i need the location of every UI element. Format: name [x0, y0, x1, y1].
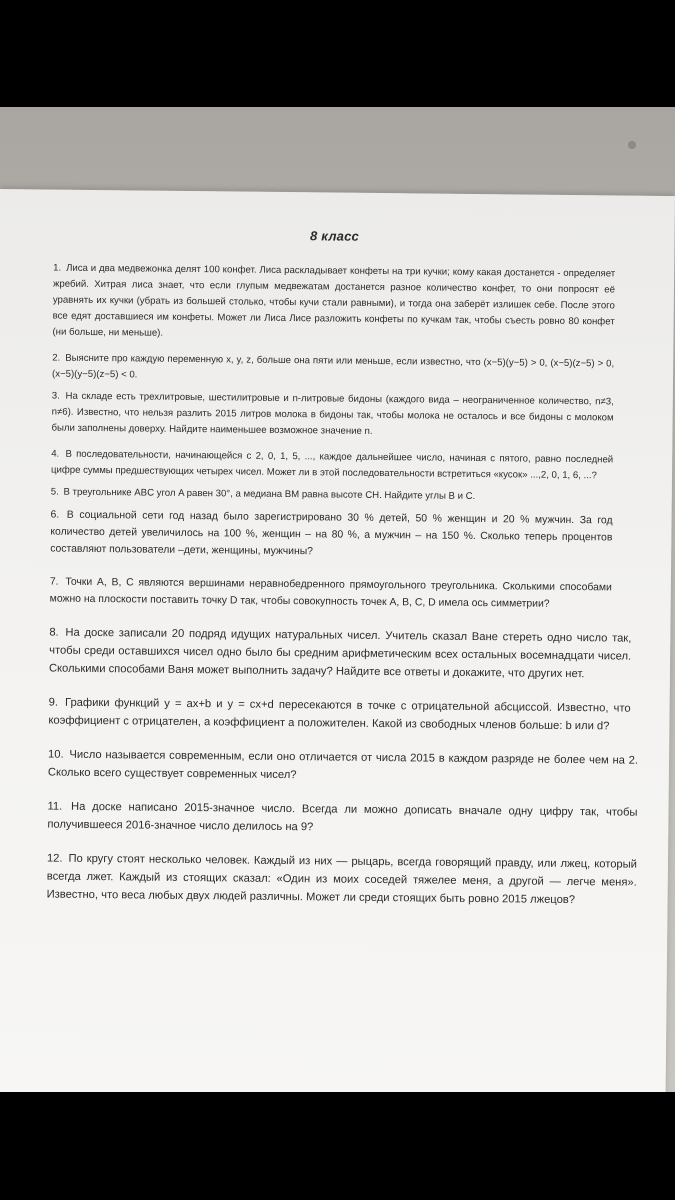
wall-hole: [628, 141, 636, 149]
problem-4: [51, 447, 613, 485]
problem-text: На доске записали 20 подряд идущих натуральных чисел. Учитель сказал Ване стереть одно число так, чтобы среди оставшихся чисел одно было бы средним арифметическим всех остальных восемнадцати чисел. Сколькими способами Ваня может выполнить задачу? Найдите все ответы и докажите, что других нет.: [48, 626, 632, 681]
problem-text: В последовательности, начинающейся с 2, 0, 1, 5, ..., каждое дальнейшее число, начиная с пятого, равно последней цифре суммы предшествующих четырех чисел. Может ли в этой последовательности встретиться «кусок» ...,2, 0, 1, 6, ...?: [51, 448, 614, 482]
problem-text: На складе есть трехлитровые, шестилитровые и n-литровые бидоны (каждого вида – неограниченное количество, n≠3, n≠6). Известно, что нельзя разлить 2015 литров молока в бидоны так, чтобы молока не осталось и все бидоны с молоком были заполнены доверху. Найдите наименьшее возможное значение n.: [51, 390, 614, 437]
problem-number: 8.: [49, 626, 59, 639]
problem-text: На доске написано 2015-значное число. Всегда ли можно дописать вначале одну цифру так, чтобы получившееся 2016-значное число делилось на 9?: [47, 800, 638, 834]
problem-number: 6.: [50, 509, 60, 521]
problem-number: 2.: [52, 352, 61, 364]
problem-text: Выясните про каждую переменную x, y, z, больше она пяти или меньше, если известно, что (x−5)(y−5) > 0, (x−5)(z−5) > 0, (x−5)(y−5)(z−5) < 0.: [52, 352, 615, 381]
problem-number: 3.: [51, 390, 60, 402]
problem-9: [48, 694, 630, 736]
document-body: [46, 226, 639, 920]
problem-text: Число называется современным, если оно отличается от числа 2015 в каждом разряде не более чем на 2. Сколько всего существует современных чисел?: [47, 748, 639, 782]
problem-2: [52, 351, 614, 389]
problem-text: Точки A, B, C являются вершинами неравнобедренного прямоугольного треугольника. Сколькими способами можно на плоскости поставить точку D так, чтобы совокупность точек A, B, C, D имела ось симметрии?: [49, 576, 612, 610]
problem-1: [52, 261, 615, 347]
problem-number: 10.: [48, 748, 64, 761]
problem-number: 12.: [46, 852, 63, 865]
paper-sheet: [0, 189, 675, 1092]
problem-text: Графики функций y = ax+b и y = cx+d пересекаются в точке с отрицательной абсциссой. Известно, что коэффициент c отрицателен, а коэффициент a положителен. Какой из свободных членов больше: b или d?: [48, 696, 631, 733]
problem-number: 11.: [47, 800, 63, 813]
problem-6: [50, 507, 613, 564]
problem-text: В треугольнике ABC угол A равен 30°, а медиана BM равна высоте CH. Найдите углы B и C.: [63, 486, 476, 502]
problem-text: По кругу стоят несколько человек. Каждый из них — рыцарь, всегда говорящий правду, или лжец, который всегда лжет. Каждый из стоящих сказал: «Один из моих соседей тяжелее меня, а другой — легче меня». Известно, что веса любых двух людей различны. Может ли среди стоящих быть ровно 2015 лжецов?: [46, 852, 638, 907]
problem-8: [49, 624, 632, 684]
problem-12: [47, 850, 638, 910]
problem-number: 5.: [50, 486, 59, 498]
problem-text: В социальной сети год назад было зарегистрировано 30 % детей, 50 % женщин и 20 % мужчин. За год количество детей увеличилось на 100 %, женщин – на 80 %, а мужчин – на 150 %. Сколько теперь процентов составляют пользователи –дети, женщины, мужчины?: [50, 509, 613, 558]
problem-number: 9.: [48, 696, 59, 709]
problem-5: [51, 485, 613, 507]
problem-text: Лиса и два медвежонка делят 100 конфет. Лиса раскладывает конфеты на три кучки; кому какая достанется - определяет жребий. Хитрая лиса знает, что если глупым медвежатам достанется разное количество конфет, то они попросят её уравнять их кучки (убрать из большей столько, чтобы кучи стали равными), и тогда она заберёт излишек себе. После этого все едят доставшиеся им конфеты. Может ли Лиса Лисе разложить конфеты по кучкам так, чтобы съесть ровно 80 конфет (ни больше, ни меньше).: [52, 262, 616, 339]
problem-7: [50, 574, 612, 614]
problem-number: 1.: [53, 262, 62, 274]
document-title: 8 класс: [309, 228, 360, 244]
problem-3: [51, 389, 613, 443]
problem-number: 7.: [49, 576, 59, 588]
problem-10: [48, 746, 638, 788]
background-wall: [0, 107, 675, 1092]
problem-number: 4.: [51, 448, 60, 460]
problem-11: [47, 798, 637, 840]
